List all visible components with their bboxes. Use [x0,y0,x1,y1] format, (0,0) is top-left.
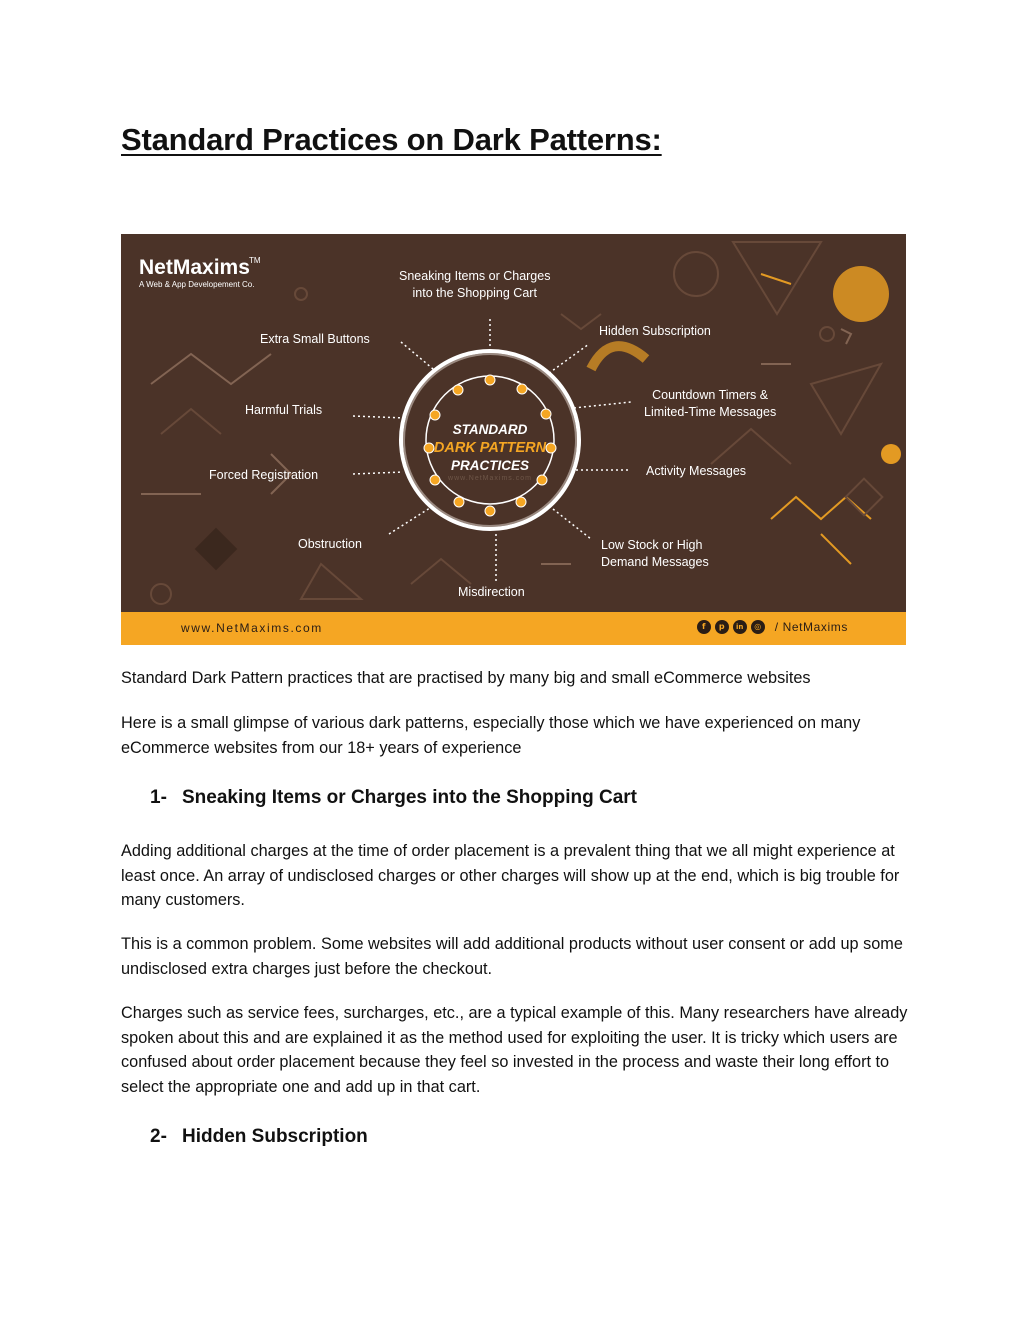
dark-patterns-infographic [121,234,906,645]
footer-handle: / NetMaxims [774,620,848,634]
linkedin-icon: in [733,620,747,634]
label-forced-registration: Forced Registration [209,468,319,482]
label-sneaking-items: Sneaking Items or Charges into the Shopping Cart [399,269,551,300]
label-harmful-trials: Harmful Trials [245,403,323,417]
instagram-icon: ◎ [751,620,765,634]
section-heading-text: Hidden Subscription [182,1126,368,1147]
label-hidden-subscription: Hidden Subscription [599,324,711,338]
label-low-stock: Low Stock or High Demand Messages [601,538,709,569]
page-title: Standard Practices on Dark Patterns: [121,122,662,157]
facebook-icon: f [697,620,711,634]
section-heading-text: Sneaking Items or Charges into the Shopping Cart [182,787,637,808]
brand-logo: NetMaxims [139,256,250,279]
pinterest-icon: p [715,620,729,634]
section1-paragraph-2: This is a common problem. Some websites will add additional products without user consent or add up some undisclosed extra charges just before the checkout. [121,935,903,978]
banner-footer [121,612,906,645]
intro-paragraph: Here is a small glimpse of various dark patterns, especially those which we have experienced on many eCommerce websites from our 18+ years of experience [121,714,861,757]
label-extra-small-buttons: Extra Small Buttons [260,332,370,346]
trademark-mark: TM [249,256,261,265]
section-number: 1- [150,787,167,808]
section-heading-1 [150,787,637,809]
section-heading-2 [150,1126,368,1148]
label-misdirection: Misdirection [458,585,525,599]
section1-paragraph-1: Adding additional charges at the time of order placement is a prevalent thing that we all might experience at least once. An array of undisclosed charges or other charges will show up at the end, which is big trouble for many customers. [121,842,900,909]
social-links [697,620,848,634]
label-obstruction: Obstruction [298,537,362,551]
center-title: STANDARD DARK PATTERN PRACTICES www.NetMaxims.com [433,422,547,482]
brand-tagline: A Web & App Developement Co. [139,280,255,289]
image-caption: Standard Dark Pattern practices that are practised by many big and small eCommerce websites [121,669,811,687]
label-countdown-timers: Countdown Timers & Limited-Time Messages [644,388,777,419]
label-activity-messages: Activity Messages [646,464,747,478]
section1-paragraph-3: Charges such as service fees, surcharges, etc., are a typical example of this. Many researchers have already spoken about this and are explained it as the method used for exploiting the user. It is tricky which users are confused about order placement because they feel so invested in the process and waste their long effort to select the appropriate one and add up in that cart. [121,1004,908,1096]
footer-url: www.NetMaxims.com [181,621,323,635]
section-number: 2- [150,1126,167,1147]
